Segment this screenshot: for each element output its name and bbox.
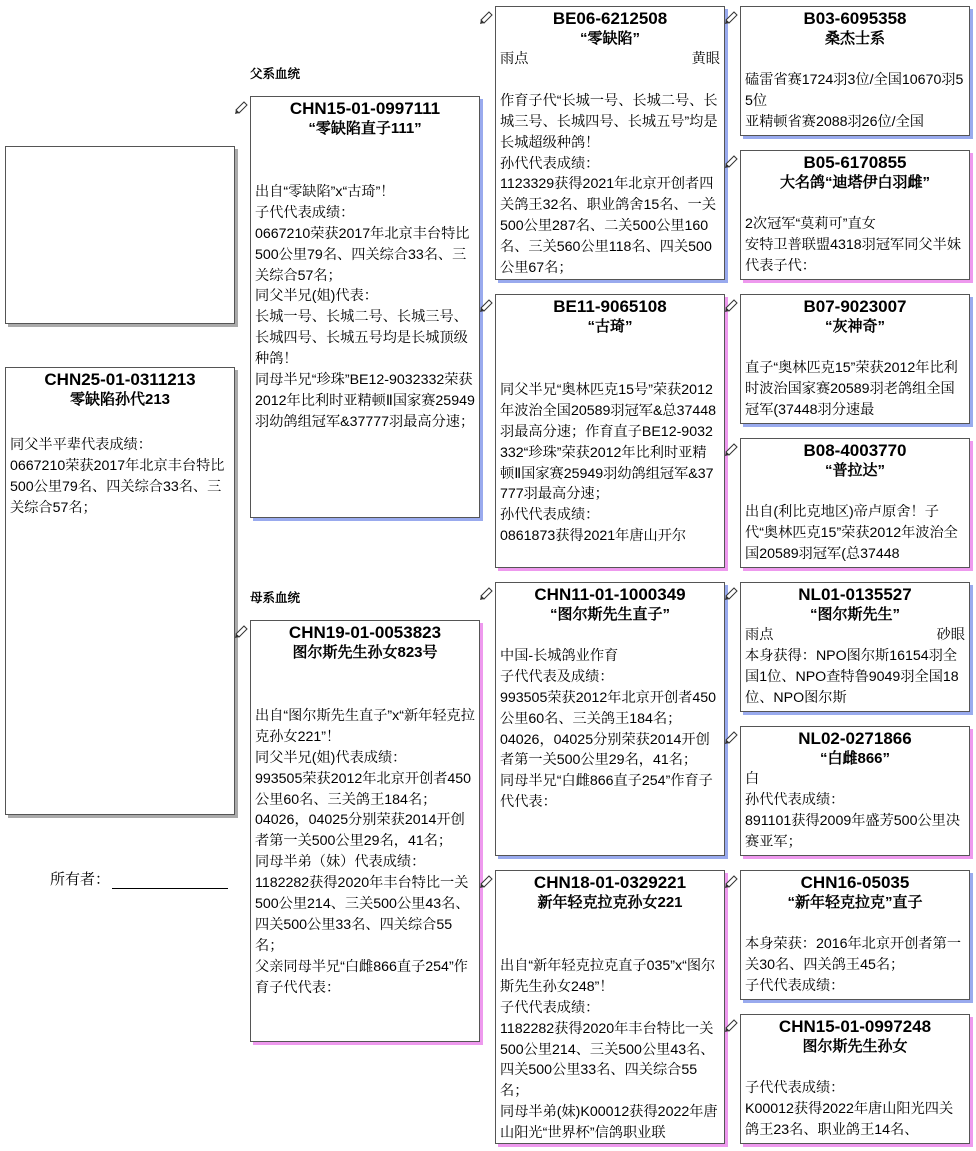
subject-notes: 同父半平辈代表成绩： 0667210荣获2017年北京丰台特比500公里79名、四关综合33名、三关综合57名； bbox=[10, 436, 225, 516]
ddd-ring-number: CHN15-01-0997248 bbox=[778, 1017, 932, 1036]
dam-dam-name: 新年轻克拉克孙女221 bbox=[537, 894, 683, 911]
photo-box[interactable] bbox=[5, 146, 235, 324]
sds-ring-number: B07-9023007 bbox=[803, 297, 907, 316]
edit-pin-icon[interactable] bbox=[724, 872, 740, 888]
ssd-notes: 2次冠军“莫莉可”直女 安特卫普联盟4318羽冠军同父半妹代表子代： bbox=[745, 215, 962, 274]
edit-pin-icon[interactable] bbox=[479, 296, 495, 312]
edit-pin-icon[interactable] bbox=[724, 1016, 740, 1032]
owner-field[interactable] bbox=[50, 868, 228, 889]
sire-sire-color-row bbox=[496, 49, 724, 70]
sire-sire-name: “零缺陷” bbox=[579, 30, 640, 47]
dss-notes: 本身获得：NPO图尔斯16154羽全国1位、NPO查特鲁9049羽全国18位、NPO图尔斯 bbox=[745, 647, 959, 706]
dss-card[interactable] bbox=[740, 582, 970, 712]
dsd-card[interactable] bbox=[740, 726, 970, 856]
dds-notes: 本身荣获：2016年北京开创者第一关30名、四关鸽王45名； 子代代表成绩： bbox=[745, 935, 962, 994]
sire-notes: 出自“零缺陷”x“古琦”！ 子代代表成绩： 0667210荣获2017年北京丰台特比500公里79名、四关综合33名、三关综合57名； 同父半兄(姐)代表： 长城一号、长城二号、长城三号、长城四号、长城五号均是长城顶级种鸽！ 同母半兄“珍珠”BE12-9032332荣获2012年比利时亚精顿Ⅱ国家赛25949羽幼鸽组冠军&37777羽最高分速； bbox=[255, 183, 475, 430]
sss-notes: 磕雷省赛1724羽3位/全国10670羽55位 亚精顿省赛2088羽26位/全国 bbox=[745, 71, 964, 130]
ssd-card[interactable] bbox=[740, 150, 970, 280]
sire-line-label: 父系血统 bbox=[250, 67, 301, 81]
owner-underline bbox=[112, 872, 228, 889]
edit-pin-icon[interactable] bbox=[724, 440, 740, 456]
sdd-notes: 出自(利比克地区)帝卢原舍！子代“奥林匹克15”荣获2012年波治全国20589羽冠军(总37448 bbox=[745, 503, 958, 562]
ddd-name: 图尔斯先生孙女 bbox=[802, 1038, 908, 1055]
sds-notes: 直子“奥林匹克15”荣获2012年比利时波治国家赛20589羽老鸽组全国冠军(37448羽分速最 bbox=[745, 359, 958, 418]
sds-card[interactable] bbox=[740, 294, 970, 424]
dam-dam-card[interactable] bbox=[495, 870, 725, 1144]
edit-pin-icon[interactable] bbox=[724, 296, 740, 312]
ssd-name: 大名鸽“迪塔伊白羽雌” bbox=[779, 174, 930, 191]
ddd-notes: 子代代表成绩： K00012获得2022年唐山阳光四关鸽王23名、职业鸽王14名、 bbox=[745, 1079, 954, 1138]
dam-sire-ring-number: CHN11-01-1000349 bbox=[534, 585, 686, 604]
sire-dam-ring-number: BE11-9065108 bbox=[553, 297, 667, 316]
dam-notes: 出自“图尔斯先生直子”x“新年轻克拉克孙女221”！ 同父半兄(姐)代表成绩： 993505荣获2012年北京开创者450公里60名、三关鸽王184名； 04026，04025分别荣获2014开创者第一关500公里29名，41名； 同母半弟（妹）代表成绩： 1182282获得2020年丰台特比一关500公里214、三关500公里43名、四关500公里33名、四关综合55名； 父亲同母半兄“白雌866直子254”作育子代代表： bbox=[255, 707, 475, 996]
ddd-card[interactable] bbox=[740, 1014, 970, 1144]
edit-pin-icon[interactable] bbox=[479, 872, 495, 888]
sss-card[interactable] bbox=[740, 6, 970, 136]
edit-pin-icon[interactable] bbox=[724, 8, 740, 24]
dss-ring-number: NL01-0135527 bbox=[798, 585, 912, 604]
sire-sire-ring-number: BE06-6212508 bbox=[552, 9, 668, 28]
edit-pin-icon[interactable] bbox=[234, 98, 250, 114]
sire-ring-number: CHN15-01-0997111 bbox=[289, 99, 441, 118]
edit-pin-icon[interactable] bbox=[724, 152, 740, 168]
dam-card[interactable] bbox=[250, 620, 480, 1042]
dds-card[interactable] bbox=[740, 870, 970, 1000]
dsd-ring-number: NL02-0271866 bbox=[798, 729, 912, 748]
dam-line-label: 母系血统 bbox=[250, 591, 301, 605]
dam-sire-card[interactable] bbox=[495, 582, 725, 856]
sire-name: “零缺陷直子111” bbox=[308, 120, 422, 137]
edit-pin-icon[interactable] bbox=[724, 728, 740, 744]
owner-label: 所有者： bbox=[50, 871, 111, 888]
edit-pin-icon[interactable] bbox=[479, 8, 495, 24]
dam-dam-notes: 出自“新年轻克拉克直子035”x“图尔斯先生孙女248”！ 子代代表成绩： 1182282获得2020年丰台特比一关500公里214、三关500公里43名、四关500公里33名、四关综合55名； 同母半弟(妹)K00012获得2022年唐山阳光“世界杯”信鸽职业联 bbox=[500, 957, 718, 1142]
dsd-notes: 白 孙代代表成绩： 891101获得2009年盛芳500公里决赛亚军； bbox=[745, 771, 961, 850]
subject-ring-number: CHN25-01-0311213 bbox=[44, 370, 196, 389]
sire-sire-color: 雨点 bbox=[500, 51, 529, 67]
edit-pin-icon[interactable] bbox=[724, 584, 740, 600]
dam-sire-name: “图尔斯先生直子” bbox=[549, 606, 670, 623]
subject-name: 零缺陷孙代213 bbox=[69, 391, 171, 408]
dam-name: 图尔斯先生孙女823号 bbox=[292, 644, 438, 661]
sire-dam-name: “古琦” bbox=[587, 318, 633, 335]
sdd-card[interactable] bbox=[740, 438, 970, 568]
dss-name: “图尔斯先生” bbox=[809, 606, 900, 623]
sss-ring-number: B03-6095358 bbox=[803, 9, 907, 28]
dam-sire-notes: 中国-长城鸽业作育 子代代表及成绩： 993505荣获2012年北京开创者450公里60名、三关鸽王184名； 04026，04025分别荣获2014开创者第一关500公里29名，41名； 同母半兄“白雌866直子254”作育子代代表： bbox=[500, 647, 717, 811]
dss-eye: 砂眼 bbox=[936, 627, 965, 643]
dam-ring-number: CHN19-01-0053823 bbox=[288, 623, 442, 642]
dsd-name: “白雌866” bbox=[819, 750, 891, 767]
dds-name: “新年轻克拉克”直子 bbox=[787, 894, 923, 911]
edit-pin-icon[interactable] bbox=[479, 584, 495, 600]
sss-name: 桑杰士系 bbox=[824, 30, 885, 47]
sire-sire-eye: 黄眼 bbox=[691, 51, 720, 67]
sds-name: “灰神奇” bbox=[824, 318, 885, 335]
dss-color-row bbox=[741, 625, 969, 646]
sire-dam-card[interactable] bbox=[495, 294, 725, 568]
sire-sire-notes: 作育子代“长城一号、长城二号、长城三号、长城四号、长城五号”均是长城超级种鸽！ 孙代代表成绩： 1123329获得2021年北京开创者四关鸽王32名、职业鸽舍15名、一关500公里287名、二关500公里160名、三关560公里118名、四关500公里67名； bbox=[500, 92, 718, 277]
dds-ring-number: CHN16-05035 bbox=[800, 873, 910, 892]
sdd-name: “普拉达” bbox=[824, 462, 885, 479]
ssd-ring-number: B05-6170855 bbox=[803, 153, 907, 172]
dam-dam-ring-number: CHN18-01-0329221 bbox=[533, 873, 687, 892]
sdd-ring-number: B08-4003770 bbox=[803, 441, 907, 460]
sire-dam-notes: 同父半兄“奥林匹克15号”荣获2012年波治全国20589羽冠军&总37448羽最高分速；作育直子BE12-9032332“珍珠”荣获2012年比利时亚精顿Ⅱ国家赛25949羽幼鸽组冠军&37777羽最高分速； 孙代代表成绩： 0861873获得2021年唐山开尔 bbox=[500, 381, 717, 545]
sire-sire-card[interactable] bbox=[495, 6, 725, 280]
subject-card[interactable] bbox=[5, 367, 235, 815]
dss-color: 雨点 bbox=[745, 627, 774, 643]
edit-pin-icon[interactable] bbox=[234, 622, 250, 638]
sire-card[interactable] bbox=[250, 96, 480, 518]
